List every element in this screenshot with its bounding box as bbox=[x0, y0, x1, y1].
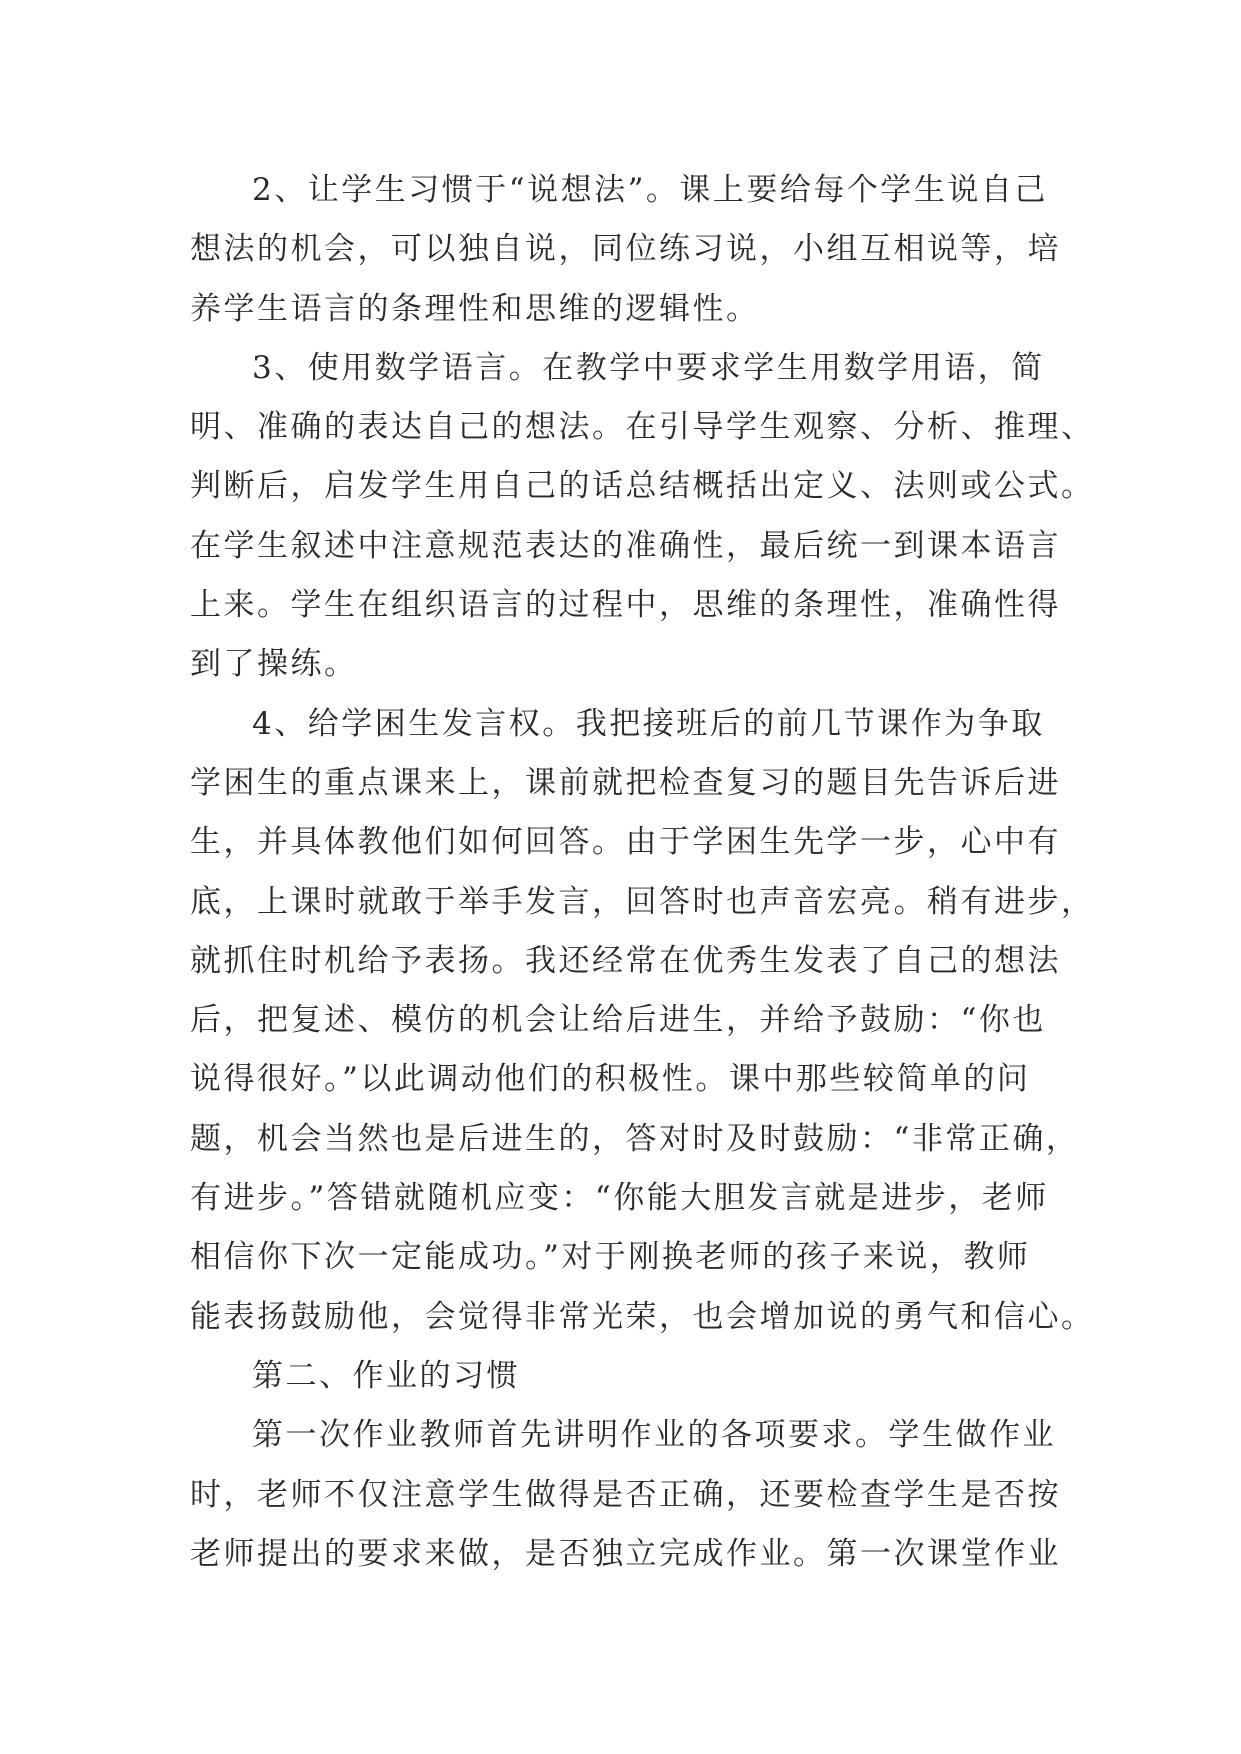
text-line: 时，老师不仅注意学生做得是否正确，还要检查学生是否按 bbox=[190, 1476, 1061, 1513]
text-line: 相信你下次一定能成功。”对于刚换老师的孩子来说，教师 bbox=[190, 1239, 1031, 1276]
text-line: 生，并具体教他们如何回答。由于学困生先学一步，心中有 bbox=[190, 824, 1061, 861]
document-body bbox=[190, 161, 1095, 1584]
text-line: 养学生语言的条理性和思维的逻辑性。 bbox=[190, 290, 760, 327]
text-line: 明、准确的表达自己的想法。在引导学生观察、分析、推理、 bbox=[190, 409, 1095, 446]
text-line: 4、给学困生发言权。我把接班后的前几节课作为争取 bbox=[252, 705, 1045, 742]
text-line: 说得很好。”以此调动他们的积极性。课中那些较简单的问 bbox=[190, 1061, 1031, 1098]
text-line: 底，上课时就敢于举手发言，回答时也声音宏亮。稍有进步， bbox=[190, 883, 1095, 920]
text-line: 后，把复述、模仿的机会让给后进生，并给予鼓励：“你也 bbox=[190, 1002, 1046, 1039]
text-line: 学困生的重点课来上，课前就把检查复习的题目先告诉后进 bbox=[190, 764, 1061, 801]
text-line: 判断后，启发学生用自己的话总结概括出定义、法则或公式。 bbox=[190, 468, 1095, 505]
paragraph-speak-ideas bbox=[190, 161, 1061, 339]
text-line: 在学生叙述中注意规范表达的准确性，最后统一到课本语言 bbox=[190, 527, 1061, 564]
text-line: 3、使用数学语言。在教学中要求学生用数学用语，简 bbox=[252, 349, 1045, 386]
text-line: 第一次作业教师首先讲明作业的各项要求。学生做作业 bbox=[252, 1417, 1056, 1454]
paragraph-struggling-students bbox=[190, 695, 1095, 1347]
text-line: 题，机会当然也是后进生的，答对时及时鼓励：“非常正确， bbox=[190, 1120, 1080, 1157]
text-line: 就抓住时机给予表扬。我还经常在优秀生发表了自己的想法 bbox=[190, 942, 1061, 979]
paragraph-homework-requirements bbox=[190, 1406, 1061, 1584]
text-line: 老师提出的要求来做，是否独立完成作业。第一次课堂作业 bbox=[190, 1535, 1061, 1572]
section-heading-homework bbox=[190, 1347, 1050, 1406]
text-line: 第二、作业的习惯 bbox=[252, 1357, 520, 1394]
text-line: 到了操练。 bbox=[190, 646, 358, 683]
text-line: 2、让学生习惯于“说想法”。课上要给每个学生说自己 bbox=[252, 172, 1048, 208]
text-line: 有进步。”答错就随机应变：“你能大胆发言就是进步，老师 bbox=[190, 1180, 1049, 1217]
text-line: 想法的机会，可以独自说，同位练习说，小组互相说等，培 bbox=[190, 231, 1061, 268]
text-line: 上来。学生在组织语言的过程中，思维的条理性，准确性得 bbox=[190, 587, 1061, 624]
text-line: 能表扬鼓励他，会觉得非常光荣，也会增加说的勇气和信心。 bbox=[190, 1298, 1095, 1335]
paragraph-math-language bbox=[190, 339, 1095, 695]
